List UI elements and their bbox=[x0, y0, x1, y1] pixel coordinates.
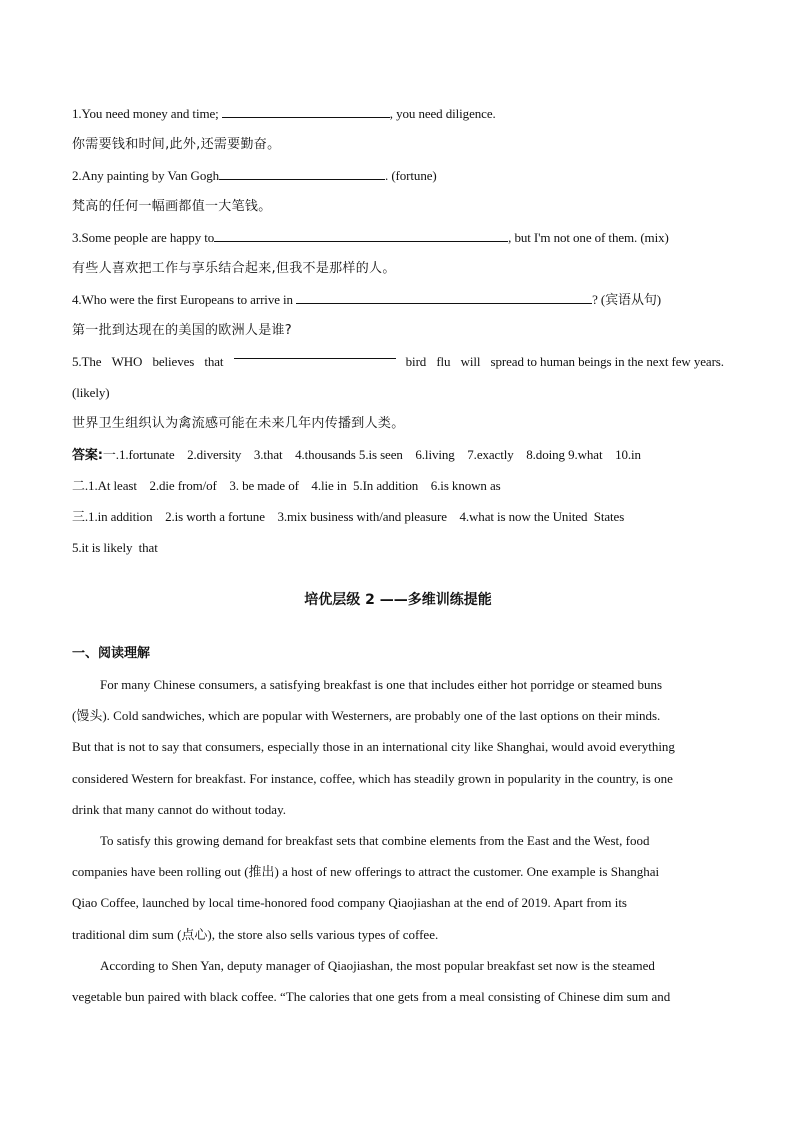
passage-paragraph-3 bbox=[72, 950, 724, 1012]
exercise-text: 1.You need money and time; bbox=[72, 106, 222, 121]
exercise-word: bird bbox=[405, 354, 427, 369]
answer-blank bbox=[222, 105, 390, 118]
exercise-5 bbox=[72, 346, 724, 377]
exercise-2-translation: 梵高的任何一幅画都值一大笔钱。 bbox=[72, 199, 272, 214]
answer-blank bbox=[219, 167, 385, 180]
answer-blank bbox=[214, 229, 508, 242]
passage-paragraph-1 bbox=[72, 669, 724, 825]
answer-blank bbox=[234, 346, 396, 359]
passage-line: (馒头). Cold sandwiches, which are popular with Westerners, are probably one of the last options on their minds. bbox=[72, 708, 661, 724]
passage-line: For many Chinese consumers, a satisfying breakfast is one that includes either hot porridge or steamed buns bbox=[100, 677, 663, 692]
answers-line-4: 5.it is likely that bbox=[72, 540, 158, 555]
exercise-3-translation: 有些人喜欢把工作与享乐结合起来,但我不是那样的人。 bbox=[72, 261, 396, 276]
exercise-2 bbox=[72, 160, 724, 191]
passage-line: companies have been rolling out (推出) a host of new offerings to attract the customer. One example is Shanghai bbox=[72, 864, 660, 880]
passage-line: drink that many cannot do without today. bbox=[72, 801, 286, 817]
passage-paragraph-2 bbox=[72, 825, 724, 950]
exercise-word: spread to human beings in the next few years. bbox=[490, 354, 724, 369]
passage-line: To satisfy this growing demand for breakfast sets that combine elements from the East and the West, food bbox=[100, 832, 650, 848]
exercise-text: 3.Some people are happy to bbox=[72, 230, 215, 245]
exercise-word: flu bbox=[436, 354, 451, 369]
exercise-text: 2.Any painting by Van Gogh bbox=[72, 168, 220, 183]
reading-subheading: 一、阅读理解 bbox=[72, 646, 151, 661]
exercise-text: , but I'm not one of them. (mix) bbox=[508, 230, 669, 245]
answers-line-1 bbox=[72, 439, 724, 470]
answers-line-2: 二.1.At least 2.die from/of 3. be made of 4.lie in 5.In addition 6.is known as bbox=[72, 478, 501, 493]
section-title: 培优层级 2 ——多维训练提能 bbox=[304, 592, 492, 608]
exercise-1 bbox=[72, 98, 724, 129]
exercise-4 bbox=[72, 284, 724, 315]
exercise-text: , you need diligence. bbox=[389, 106, 496, 121]
answers-text: 一.1.fortunate 2.diversity 3.that 4.thousands 5.is seen 6.living 7.exactly 8.doing 9.what 10.in bbox=[102, 447, 641, 462]
exercise-text: . (fortune) bbox=[385, 168, 437, 183]
exercise-word: will bbox=[460, 354, 481, 369]
passage-line: Qiao Coffee, launched by local time-honored food company Qiaojiashan at the end of 2019. Apart from its bbox=[72, 895, 627, 911]
exercise-word: believes bbox=[152, 354, 195, 369]
passage-line: According to Shen Yan, deputy manager of Qiaojiashan, the most popular breakfast set now is the steamed bbox=[100, 957, 655, 973]
answers-line-3: 三.1.in addition 2.is worth a fortune 3.mix business with/and pleasure 4.what is now the United States bbox=[72, 509, 625, 524]
passage-line: considered Western for breakfast. For instance, coffee, which has steadily grown in popularity in the country, is one bbox=[72, 770, 673, 786]
passage-line: But that is not to say that consumers, especially those in an international city like Shanghai, would avoid everything bbox=[72, 739, 675, 755]
exercise-text: ? (宾语从句) bbox=[592, 292, 661, 307]
exercise-word: 5.The bbox=[72, 354, 102, 369]
exercise-text: 4.Who were the first Europeans to arrive in bbox=[72, 292, 297, 307]
exercise-word: WHO bbox=[111, 354, 143, 369]
exercise-5-continuation: (likely) bbox=[72, 385, 110, 400]
exercise-1-translation: 你需要钱和时间,此外,还需要勤奋。 bbox=[72, 137, 281, 152]
section-spacer bbox=[72, 563, 724, 585]
exercise-word: that bbox=[204, 354, 224, 369]
exercise-3 bbox=[72, 222, 724, 253]
document-page bbox=[72, 98, 724, 1012]
exercise-5-translation: 世界卫生组织认为禽流感可能在未来几年内传播到人类。 bbox=[72, 416, 405, 431]
exercise-4-translation: 第一批到达现在的美国的欧洲人是谁? bbox=[72, 323, 292, 338]
passage-line: vegetable bun paired with black coffee. “The calories that one gets from a meal consisting of Chinese dim sum and bbox=[72, 988, 671, 1004]
passage-line: traditional dim sum (点心), the store also sells various types of coffee. bbox=[72, 926, 439, 942]
answer-blank bbox=[296, 291, 592, 304]
answers-label: 答案: bbox=[72, 448, 103, 463]
